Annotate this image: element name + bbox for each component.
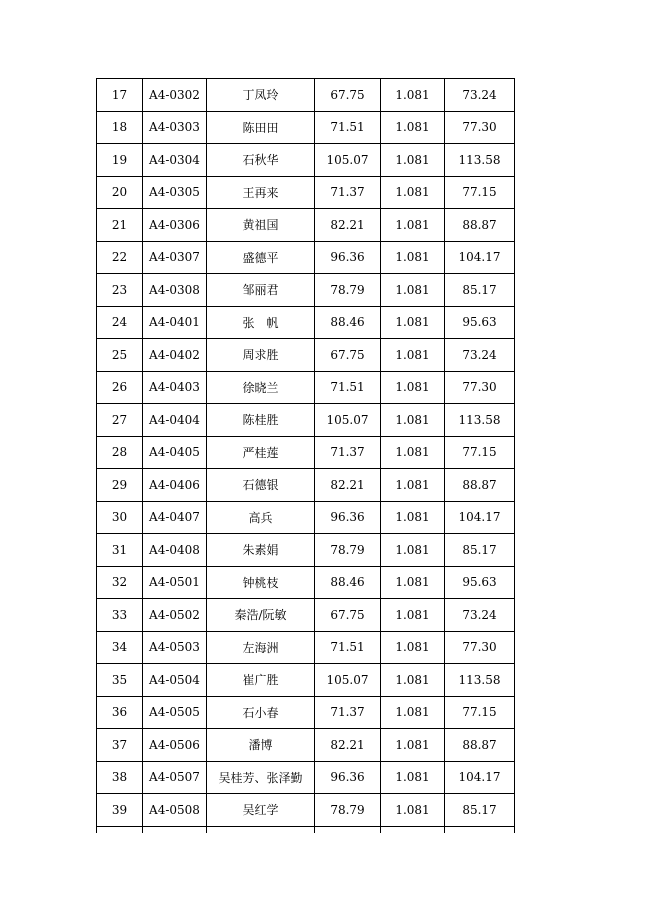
area-value-cell: 71.51 [315, 371, 381, 404]
table-row [97, 469, 515, 502]
area-value-cell: 71.37 [315, 696, 381, 729]
coefficient-value-cell: 1.081 [381, 501, 445, 534]
unit-code-cell: A4-0402 [143, 339, 207, 372]
area-value-cell: 78.79 [315, 794, 381, 827]
adjusted-area-value-cell: 104.17 [445, 761, 515, 794]
area-value-cell: 96.36 [315, 501, 381, 534]
row-number-cell: 17 [97, 79, 143, 112]
coefficient-value-cell: 1.081 [381, 79, 445, 112]
area-value-cell: 67.75 [315, 339, 381, 372]
row-number-cell: 22 [97, 241, 143, 274]
row-number-cell: 21 [97, 209, 143, 242]
unit-area-table [96, 78, 515, 833]
row-number-cell: 39 [97, 794, 143, 827]
table-row [97, 501, 515, 534]
owner-name-cell: 黄祖国 [207, 209, 315, 242]
coefficient-value-cell: 1.081 [381, 209, 445, 242]
row-number-cell: 27 [97, 404, 143, 437]
area-value-cell: 71.51 [315, 631, 381, 664]
owner-name-cell: 秦浩/阮敏 [207, 599, 315, 632]
area-value-cell: 82.21 [315, 469, 381, 502]
area-value-cell: 71.51 [315, 111, 381, 144]
area-value-cell: 71.37 [315, 176, 381, 209]
unit-code-cell: A4-0404 [143, 404, 207, 437]
owner-name-cell: 张 帆 [207, 306, 315, 339]
row-number-cell: 30 [97, 501, 143, 534]
coefficient-value-cell: 1.081 [381, 111, 445, 144]
coefficient-value-cell: 1.081 [381, 761, 445, 794]
table-row [97, 111, 515, 144]
page-break-cell [315, 826, 381, 833]
table-row [97, 566, 515, 599]
owner-name-cell: 陈桂胜 [207, 404, 315, 437]
row-number-cell: 31 [97, 534, 143, 567]
coefficient-value-cell: 1.081 [381, 436, 445, 469]
page-break-cell [381, 826, 445, 833]
owner-name-cell: 石秋华 [207, 144, 315, 177]
adjusted-area-value-cell: 73.24 [445, 339, 515, 372]
owner-name-cell: 崔广胜 [207, 664, 315, 697]
row-number-cell: 24 [97, 306, 143, 339]
unit-code-cell: A4-0307 [143, 241, 207, 274]
row-number-cell: 35 [97, 664, 143, 697]
coefficient-value-cell: 1.081 [381, 631, 445, 664]
area-value-cell: 105.07 [315, 144, 381, 177]
unit-code-cell: A4-0305 [143, 176, 207, 209]
coefficient-value-cell: 1.081 [381, 599, 445, 632]
adjusted-area-value-cell: 113.58 [445, 404, 515, 437]
owner-name-cell: 钟桃枝 [207, 566, 315, 599]
coefficient-value-cell: 1.081 [381, 339, 445, 372]
table-row [97, 176, 515, 209]
area-value-cell: 78.79 [315, 274, 381, 307]
adjusted-area-value-cell: 104.17 [445, 501, 515, 534]
area-value-cell: 82.21 [315, 209, 381, 242]
row-number-cell: 25 [97, 339, 143, 372]
adjusted-area-value-cell: 77.30 [445, 111, 515, 144]
owner-name-cell: 周求胜 [207, 339, 315, 372]
coefficient-value-cell: 1.081 [381, 729, 445, 762]
unit-code-cell: A4-0406 [143, 469, 207, 502]
adjusted-area-value-cell: 73.24 [445, 599, 515, 632]
owner-name-cell: 吴桂芳、张泽勤 [207, 761, 315, 794]
unit-code-cell: A4-0302 [143, 79, 207, 112]
coefficient-value-cell: 1.081 [381, 469, 445, 502]
coefficient-value-cell: 1.081 [381, 696, 445, 729]
unit-code-cell: A4-0507 [143, 761, 207, 794]
unit-code-cell: A4-0403 [143, 371, 207, 404]
adjusted-area-value-cell: 88.87 [445, 729, 515, 762]
owner-name-cell: 徐晓兰 [207, 371, 315, 404]
unit-code-cell: A4-0306 [143, 209, 207, 242]
row-number-cell: 26 [97, 371, 143, 404]
unit-code-cell: A4-0502 [143, 599, 207, 632]
owner-name-cell: 邹丽君 [207, 274, 315, 307]
table-row [97, 306, 515, 339]
area-value-cell: 88.46 [315, 566, 381, 599]
owner-name-cell: 吴红学 [207, 794, 315, 827]
table-row [97, 404, 515, 437]
unit-code-cell: A4-0506 [143, 729, 207, 762]
area-value-cell: 78.79 [315, 534, 381, 567]
table-body [97, 79, 515, 833]
adjusted-area-value-cell: 77.15 [445, 176, 515, 209]
adjusted-area-value-cell: 85.17 [445, 274, 515, 307]
area-value-cell: 96.36 [315, 241, 381, 274]
coefficient-value-cell: 1.081 [381, 664, 445, 697]
owner-name-cell: 石德银 [207, 469, 315, 502]
unit-code-cell: A4-0501 [143, 566, 207, 599]
row-number-cell: 20 [97, 176, 143, 209]
page-break-cell [97, 826, 143, 833]
row-number-cell: 34 [97, 631, 143, 664]
adjusted-area-value-cell: 104.17 [445, 241, 515, 274]
row-number-cell: 33 [97, 599, 143, 632]
coefficient-value-cell: 1.081 [381, 794, 445, 827]
coefficient-value-cell: 1.081 [381, 566, 445, 599]
owner-name-cell: 严桂莲 [207, 436, 315, 469]
table-row [97, 209, 515, 242]
area-value-cell: 67.75 [315, 79, 381, 112]
row-number-cell: 37 [97, 729, 143, 762]
coefficient-value-cell: 1.081 [381, 404, 445, 437]
table-row [97, 761, 515, 794]
table-row [97, 599, 515, 632]
row-number-cell: 38 [97, 761, 143, 794]
owner-name-cell: 陈田田 [207, 111, 315, 144]
area-value-cell: 105.07 [315, 664, 381, 697]
unit-code-cell: A4-0505 [143, 696, 207, 729]
coefficient-value-cell: 1.081 [381, 306, 445, 339]
page-break-cell [445, 826, 515, 833]
table-row [97, 664, 515, 697]
adjusted-area-value-cell: 77.30 [445, 631, 515, 664]
area-value-cell: 105.07 [315, 404, 381, 437]
unit-code-cell: A4-0508 [143, 794, 207, 827]
row-number-cell: 23 [97, 274, 143, 307]
area-value-cell: 96.36 [315, 761, 381, 794]
table-row [97, 729, 515, 762]
adjusted-area-value-cell: 88.87 [445, 469, 515, 502]
area-value-cell: 67.75 [315, 599, 381, 632]
area-value-cell: 71.37 [315, 436, 381, 469]
owner-name-cell: 丁凤玲 [207, 79, 315, 112]
owner-name-cell: 盛德平 [207, 241, 315, 274]
unit-code-cell: A4-0503 [143, 631, 207, 664]
coefficient-value-cell: 1.081 [381, 274, 445, 307]
row-number-cell: 19 [97, 144, 143, 177]
coefficient-value-cell: 1.081 [381, 144, 445, 177]
adjusted-area-value-cell: 85.17 [445, 794, 515, 827]
table-row [97, 436, 515, 469]
row-number-cell: 28 [97, 436, 143, 469]
table-row [97, 696, 515, 729]
adjusted-area-value-cell: 73.24 [445, 79, 515, 112]
row-number-cell: 32 [97, 566, 143, 599]
adjusted-area-value-cell: 88.87 [445, 209, 515, 242]
area-value-cell: 82.21 [315, 729, 381, 762]
row-number-cell: 36 [97, 696, 143, 729]
table-row [97, 339, 515, 372]
adjusted-area-value-cell: 85.17 [445, 534, 515, 567]
unit-code-cell: A4-0407 [143, 501, 207, 534]
coefficient-value-cell: 1.081 [381, 534, 445, 567]
owner-name-cell: 高兵 [207, 501, 315, 534]
unit-code-cell: A4-0308 [143, 274, 207, 307]
unit-code-cell: A4-0408 [143, 534, 207, 567]
area-value-cell: 88.46 [315, 306, 381, 339]
table-row [97, 144, 515, 177]
owner-name-cell: 朱素娟 [207, 534, 315, 567]
adjusted-area-value-cell: 113.58 [445, 664, 515, 697]
page-break-cell [143, 826, 207, 833]
row-number-cell: 29 [97, 469, 143, 502]
adjusted-area-value-cell: 77.15 [445, 696, 515, 729]
table-row [97, 534, 515, 567]
table-row [97, 631, 515, 664]
page-break-row [97, 826, 515, 833]
unit-code-cell: A4-0504 [143, 664, 207, 697]
table-row [97, 371, 515, 404]
adjusted-area-value-cell: 95.63 [445, 566, 515, 599]
owner-name-cell: 潘博 [207, 729, 315, 762]
table-row [97, 274, 515, 307]
owner-name-cell: 王再来 [207, 176, 315, 209]
unit-code-cell: A4-0401 [143, 306, 207, 339]
table-row [97, 79, 515, 112]
adjusted-area-value-cell: 95.63 [445, 306, 515, 339]
table-row [97, 241, 515, 274]
coefficient-value-cell: 1.081 [381, 241, 445, 274]
row-number-cell: 18 [97, 111, 143, 144]
owner-name-cell: 左海洲 [207, 631, 315, 664]
coefficient-value-cell: 1.081 [381, 371, 445, 404]
unit-code-cell: A4-0405 [143, 436, 207, 469]
unit-code-cell: A4-0303 [143, 111, 207, 144]
adjusted-area-value-cell: 113.58 [445, 144, 515, 177]
adjusted-area-value-cell: 77.15 [445, 436, 515, 469]
owner-name-cell: 石小春 [207, 696, 315, 729]
page-break-cell [207, 826, 315, 833]
table-row [97, 794, 515, 827]
coefficient-value-cell: 1.081 [381, 176, 445, 209]
unit-code-cell: A4-0304 [143, 144, 207, 177]
adjusted-area-value-cell: 77.30 [445, 371, 515, 404]
